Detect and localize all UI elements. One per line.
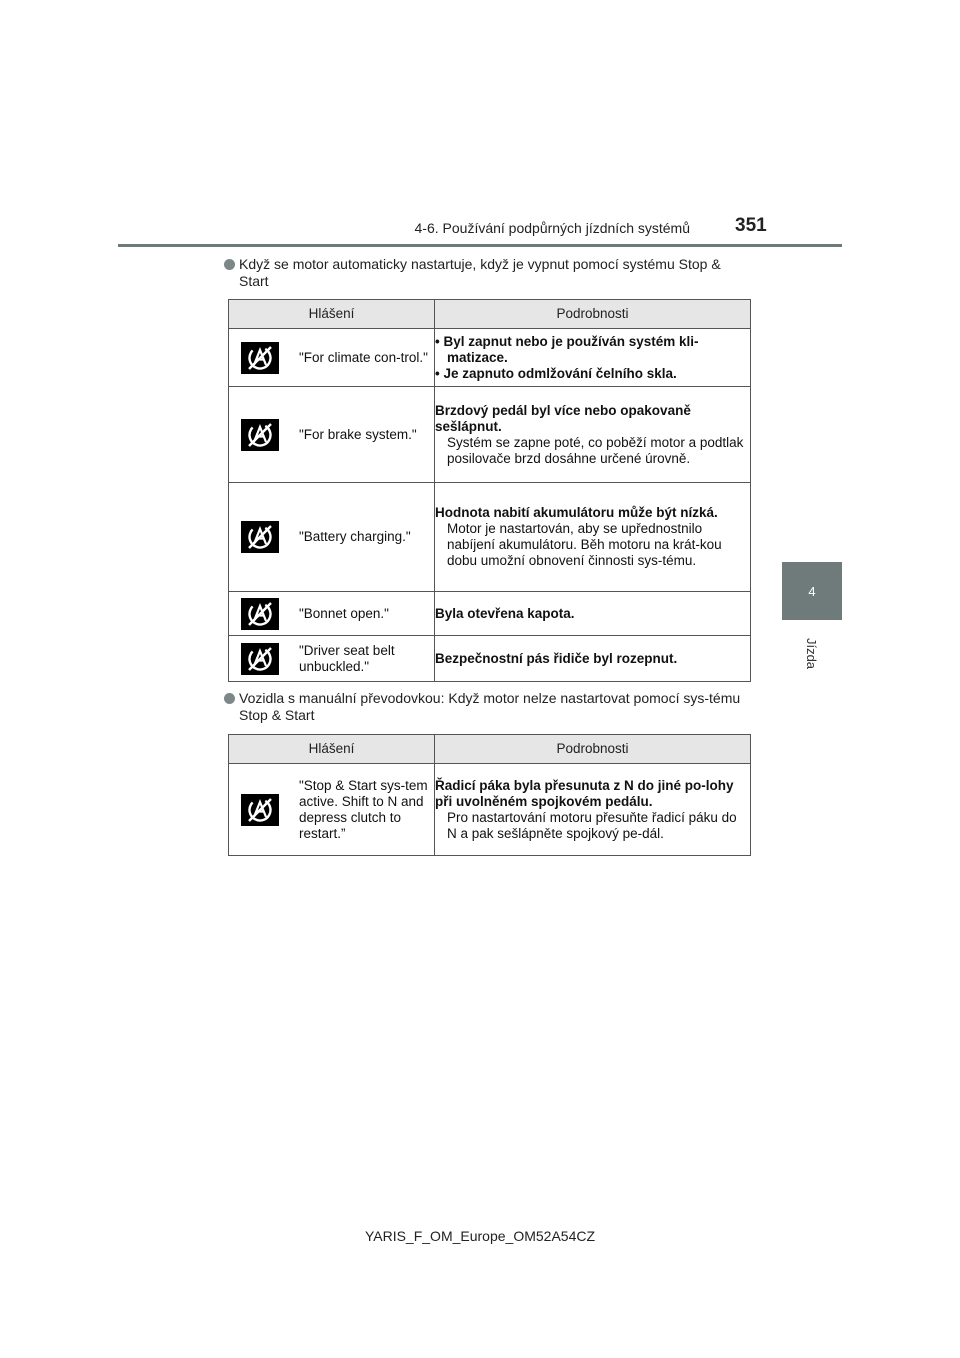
details-cell — [435, 483, 751, 592]
table-row — [229, 387, 751, 483]
bullet-paragraph — [224, 256, 754, 290]
chapter-label: Jízda — [804, 637, 820, 669]
message-cell — [229, 387, 435, 483]
chapter-number: 4 — [808, 583, 816, 599]
stop-start-off-icon — [241, 521, 279, 553]
detail-list-item: • Byl zapnut nebo je používán systém kli-matizace. — [435, 333, 699, 365]
table-header-row — [229, 300, 751, 329]
detail-heading: Bezpečnostní pás řidiče byl rozepnut. — [435, 650, 678, 666]
table-row — [229, 764, 751, 856]
details-cell — [435, 329, 751, 387]
table-row — [229, 592, 751, 636]
details-cell — [435, 636, 751, 682]
table-row — [229, 636, 751, 682]
header-divider — [118, 244, 842, 247]
stop-start-off-icon — [241, 643, 279, 675]
table-row — [229, 329, 751, 387]
detail-heading: Hodnota nabití akumulátoru může být nízká. — [435, 505, 718, 520]
message-text: "Driver seat belt unbuckled." — [299, 642, 395, 674]
detail-text: Pro nastartování motoru přesuňte řadicí páku do N a pak sešlápněte spojkový pe-dál. — [447, 809, 737, 841]
page-number: 351 — [735, 215, 767, 236]
stop-start-off-icon — [241, 342, 279, 374]
details-cell — [435, 592, 751, 636]
message-text: "For climate con-trol." — [299, 349, 428, 365]
message-cell — [229, 329, 435, 387]
detail-heading: Brzdový pedál byl více nebo opakovaně sešlápnut. — [435, 402, 691, 434]
message-cell — [229, 592, 435, 636]
chapter-tab — [782, 562, 842, 620]
section-title: 4-6. Používání podpůrných jízdních systémů — [414, 220, 690, 236]
details-cell — [435, 764, 751, 856]
column-header-details: Podrobnosti — [435, 300, 751, 329]
stop-start-off-icon — [241, 794, 279, 826]
detail-heading: Řadicí páka byla přesunuta z N do jiné po-lohy při uvolněném spojkovém pedálu. — [435, 777, 734, 809]
table-row — [229, 483, 751, 592]
stop-start-off-icon — [241, 598, 279, 630]
details-cell — [435, 387, 751, 483]
document-code: YARIS_F_OM_Europe_OM52A54CZ — [364, 1228, 596, 1244]
message-cell — [229, 483, 435, 592]
column-header-details: Podrobnosti — [435, 735, 751, 764]
detail-list-item: • Je zapnuto odmlžování čelního skla. — [435, 365, 677, 381]
table-header-row — [229, 735, 751, 764]
stop-start-off-icon — [241, 419, 279, 451]
detail-text: Systém se zapne poté, co poběží motor a podtlak posilovače brzd dosáhne určené úrovně. — [447, 434, 744, 466]
detail-heading: Byla otevřena kapota. — [435, 605, 575, 621]
message-text: "Battery charging." — [299, 529, 411, 544]
message-text: "Stop & Start sys-tem active. Shift to N and depress clutch to restart.” — [299, 777, 428, 841]
bullet-paragraph — [224, 690, 754, 724]
messages-table — [228, 734, 751, 856]
bullet-text: Když se motor automaticky nastartuje, když je vypnut pomocí systému Stop & Start — [239, 256, 721, 289]
detail-text: Motor je nastartován, aby se upřednostnilo nabíjení akumulátoru. Běh motoru na krát-kou dobu umožní obnovení činnosti sys-tému. — [447, 521, 722, 568]
message-text: "Bonnet open." — [299, 605, 389, 621]
chapter-label-container — [790, 628, 834, 678]
bullet-icon — [224, 693, 235, 704]
column-header-message: Hlášení — [229, 735, 435, 764]
message-cell — [229, 636, 435, 682]
messages-table — [228, 299, 751, 682]
bullet-text: Vozidla s manuální převodovkou: Když motor nelze nastartovat pomocí sys-tému Stop & Start — [239, 690, 741, 723]
message-cell — [229, 764, 435, 856]
column-header-message: Hlášení — [229, 300, 435, 329]
message-text: "For brake system." — [299, 426, 417, 442]
bullet-icon — [224, 259, 235, 270]
